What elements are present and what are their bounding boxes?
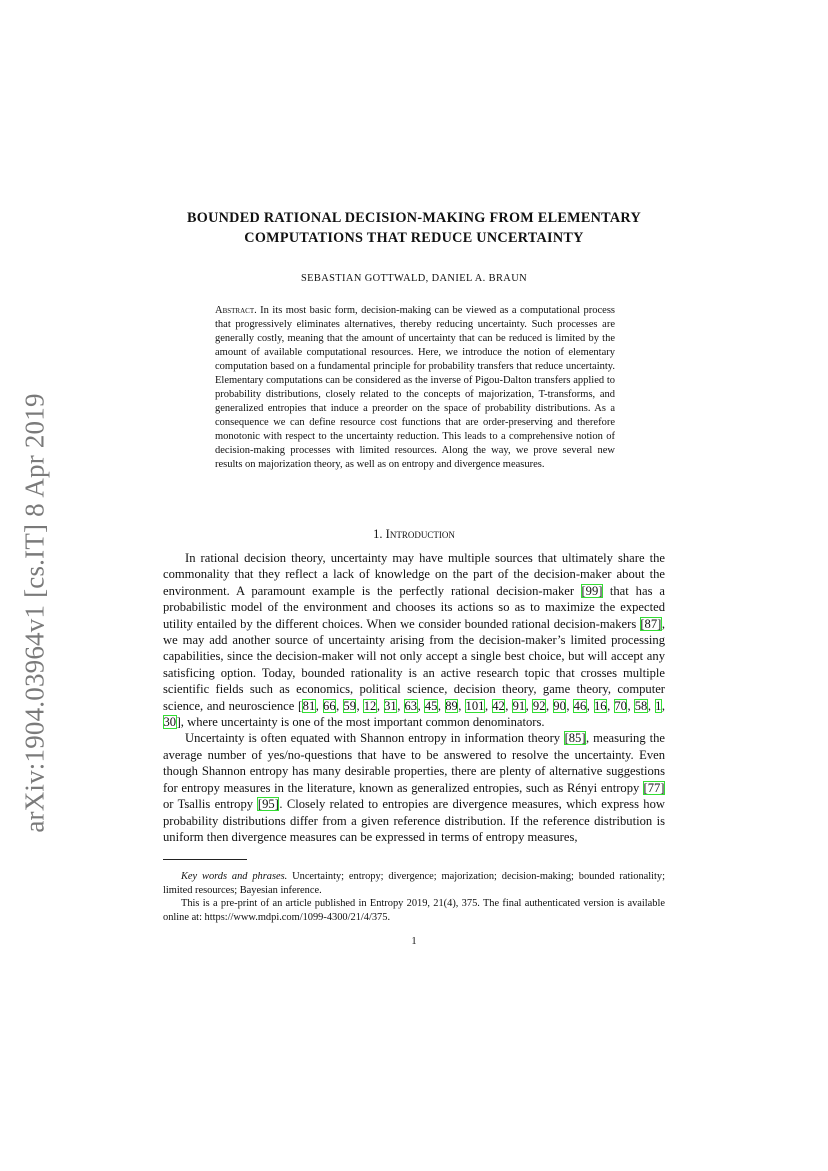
citation-link[interactable]: [85] — [564, 731, 586, 746]
citation-link[interactable]: [87] — [640, 616, 662, 631]
citation-link[interactable]: 59 — [343, 698, 356, 713]
page-number: 1 — [411, 936, 417, 948]
citation-link[interactable]: 46 — [573, 698, 587, 713]
keywords-text: Uncertainty; entropy; divergence; majorization; decision-making; bounded rationality; limited resources; Bayesian inference. — [163, 871, 666, 896]
abstract-label: Abstract. — [215, 305, 257, 316]
text-run: , measuring the average number of yes/no-questions that have to be answered to resolve the uncertainty. Even though Shannon entropy has many desirable properties, there are plenty of alternative suggestions for entropy measures in the literature, known as generalized entropies, such as Rényi entropy — [163, 731, 666, 795]
citation-link[interactable]: 63 — [404, 698, 418, 713]
text-run: , where uncertainty is one of the most important common denominators. — [180, 715, 545, 730]
citation-link[interactable]: [95] — [257, 797, 279, 812]
citation-link[interactable]: 45 — [424, 698, 438, 713]
intro-paragraph-1: In rational decision theory, uncertainty may have multiple sources that ultimately share the commonality that they reflect a lack of knowledge on the part of the decision-maker about the environment. A paramount example is the perfectly rational decision-maker [99] that has a probabilistic model of the environment and chooses its actions so as to maximize the expected utility entailed by the different choices. When we consider bounded rational decision-makers [87], we may add another source of uncertainty arising from the decision-maker’s limited processing capabilities, since the decision-maker will not only accept a single best choice, but will accept any satisficing option. Today, bounded rationality is an active research topic that crosses multiple scientific fields such as economics, political science, decision theory, game theory, computer science, and neuroscience [81, 66, 59, 12, 31, 63, 45, 89, 101, 42, 91, 92, 90, 46, 16, 70, 58, 1, 30], where uncertainty is one of the most important common denominators. — [163, 551, 666, 730]
citation-link[interactable]: 91 — [512, 698, 526, 713]
citation-link[interactable]: [77] — [643, 780, 665, 795]
citation-link[interactable]: 89 — [445, 698, 458, 713]
paper-authors: SEBASTIAN GOTTWALD, DANIEL A. BRAUN — [300, 273, 528, 284]
citation-link[interactable]: 92 — [532, 698, 546, 713]
text-run: or Tsallis entropy — [163, 797, 258, 812]
keywords-label: Key words and phrases. — [181, 871, 288, 883]
citation-link[interactable]: 101 — [465, 698, 485, 713]
paper-title: BOUNDED RATIONAL DECISION-MAKING FROM ELEMENTARY COMPUTATIONS THAT REDUCE UNCERTAINTY — [186, 210, 641, 246]
citation-link[interactable]: 58 — [634, 698, 648, 713]
section-number: 1. — [373, 527, 383, 541]
keywords-footnote — [163, 870, 665, 897]
citation-link[interactable]: 30 — [163, 715, 177, 730]
citation-link[interactable]: [99] — [581, 583, 603, 598]
text-run: , we may add another source of uncertainty arising from the decision-maker’s limited processing capabilities, since the decision-maker will not only accept a single best choice, but will accept any satisficing option. Today, bounded rationality is an active research topic that crosses multiple scientific fields such as economics, political science, decision theory, game theory, computer science, and neuroscience — [163, 616, 665, 713]
citation-link[interactable]: 1 — [655, 698, 662, 713]
arxiv-side-stamp — [20, 380, 50, 845]
footnotes — [163, 870, 665, 924]
paper-page — [163, 208, 665, 947]
citation-link[interactable]: 16 — [594, 698, 607, 713]
section-heading — [163, 527, 665, 542]
section-title: Introduction — [385, 527, 455, 541]
footnote-rule — [163, 859, 247, 860]
intro-paragraph-2 — [163, 730, 665, 845]
citation-link[interactable]: 31 — [384, 698, 397, 713]
text-run: In rational decision theory, uncertainty may have multiple sources that ultimately share the commonality that they reflect a lack of knowledge on the part of the decision-maker about the environment. A paramount example is the perfectly rational decision-maker — [163, 551, 665, 598]
citation-list: 81, 66, 59, 12, 31, 63, 45, 89, 101, 42, 91, 92, 90, 46, 16, 70, 58, 1, 30 — [163, 698, 666, 730]
citation-link[interactable]: 81 — [302, 698, 316, 713]
citation-link[interactable]: 66 — [323, 698, 336, 713]
citation-link[interactable]: 42 — [492, 698, 505, 713]
text-run: Uncertainty is often equated with Shannon entropy in information theory — [185, 731, 565, 746]
preprint-footnote: This is a pre-print of an article published in Entropy 2019, 21(4), 375. The final authenticated version is available online at: https://www.mdpi.com/1099-4300/21/4/375. — [163, 898, 665, 923]
text-run: that has a probabilistic model of the environment and chooses its actions so as to maximize the expected utility entailed by the different choices. When we consider bounded rational decision-makers — [163, 583, 665, 631]
citation-link[interactable]: 70 — [614, 698, 627, 713]
citation-link[interactable]: 12 — [363, 698, 377, 713]
abstract — [215, 304, 615, 472]
arxiv-identifier: arXiv:1904.03964v1 [cs.IT] 8 Apr 2019 — [19, 392, 50, 833]
abstract-text: In its most basic form, decision-making can be viewed as a computational process that progressively eliminates alternatives, thereby reducing uncertainty. Such processes are generally costly, meaning that the amount of uncertainty that can be reduced is limited by the amount of available computational resources. Here, we introduce the notion of elementary computation based on a fundamental principle for probability transfers that reduce uncertainty. Elementary computations can be considered as the inverse of Pigou-Dalton transfers applied to probability distributions, closely related to the concepts of majorization, T-transforms, and generalized entropies that induce a preorder on the space of probability distributions. As a consequence we can define resource cost functions that are order-preserving and therefore monotonic with respect to the uncertainty reduction. This leads to a comprehensive notion of decision-making processes with limited resources. Along the way, we prove several new results on majorization theory, as well as on entropy and divergence measures. — [215, 305, 615, 470]
text-run: . Closely related to entropies are divergence measures, which express how probability distributions differ from a given reference distribution. If the reference distribution is uniform then divergence measures can be expressed in terms of entropy measures, — [163, 797, 665, 844]
citation-link[interactable]: 90 — [553, 698, 566, 713]
